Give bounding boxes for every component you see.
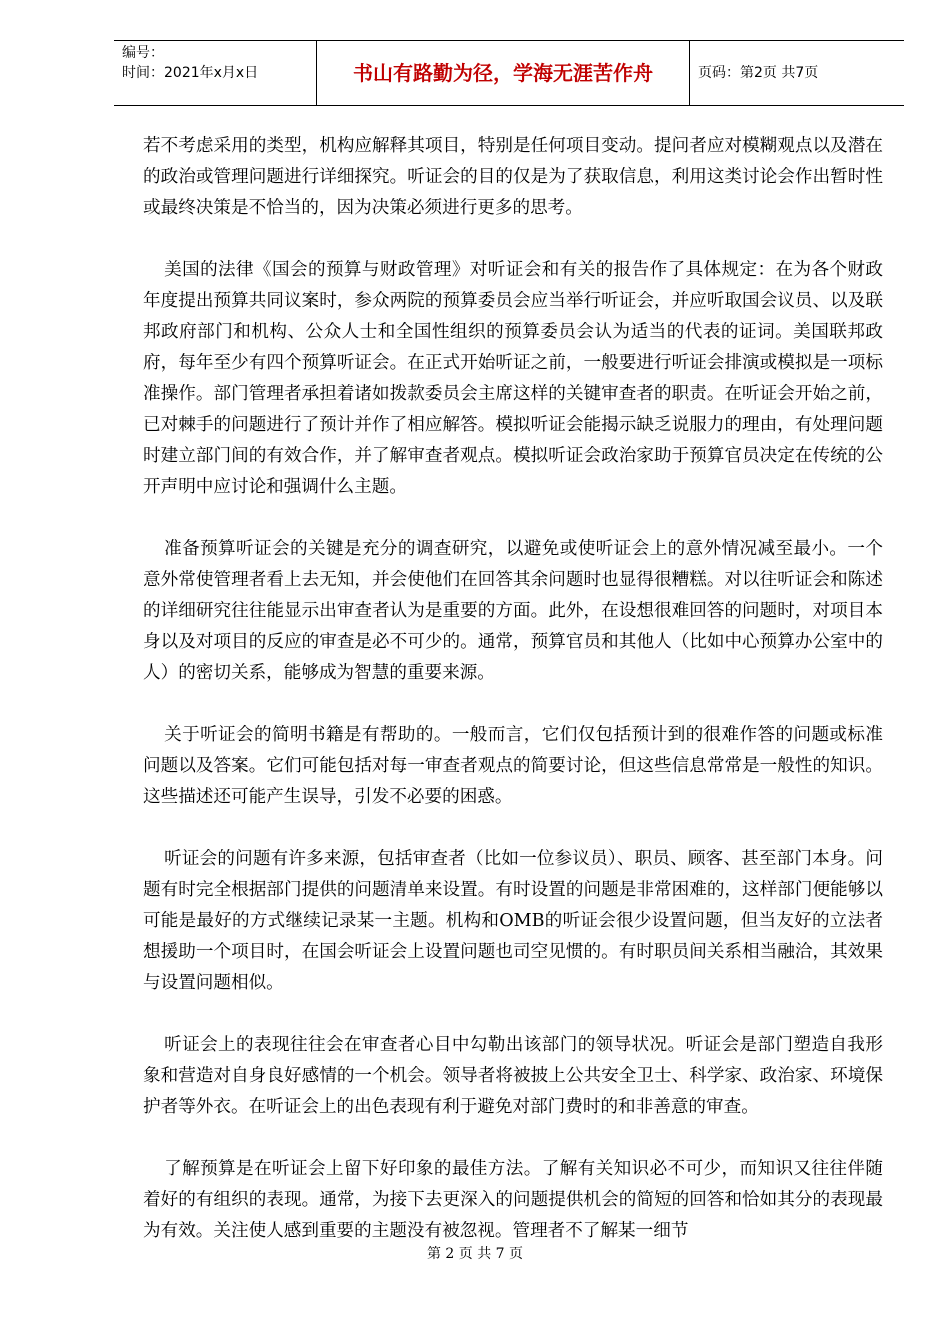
paragraph: 准备预算听证会的关键是充分的调查研究，以避免或使听证会上的意外情况减至最小。一个意外常使管理者看上去无知，并会使他们在回答其余问题时也显得很糟糕。对以往听证会和陈述的详细研究往往能显示出审查者认为是重要的方面。此外，在设想很难回答的问题时，对项目本身以及对项目的反应的审查是必不可少的。通常，预算官员和其他人（比如中心预算办公室中的人）的密切关系，能够成为智慧的重要来源。 [143, 539, 883, 683]
paragraph: 关于听证会的简明书籍是有帮助的。一般而言，它们仅包括预计到的很难作答的问题或标准问题以及答案。它们可能包括对每一审查者观点的简要讨论，但这些信息常常是一般性的知识。这些描述还可能产生误导，引发不必要的困惑。 [143, 725, 883, 807]
header-motto: 书山有路勤为径，学海无涯苦作舟 [316, 41, 690, 105]
page-header [114, 40, 904, 106]
document-body [143, 131, 883, 1278]
header-page-info: 页码：第2页 共7页 [698, 65, 819, 81]
paragraph: 了解预算是在听证会上留下好印象的最佳方法。了解有关知识必不可少，而知识又往往伴随着好的有组织的表现。通常，为接下去更深入的问题提供机会的简短的回答和恰如其分的表现最为有效。关注使人感到重要的主题没有被忽视。管理者不了解某一细节 [143, 1159, 883, 1241]
document-time-label: 时间：2021年x月x日 [122, 65, 259, 81]
document-number-label: 编号： [122, 45, 164, 61]
paragraph: 听证会上的表现往往会在审查者心目中勾勒出该部门的领导状况。听证会是部门塑造自我形象和营造对自身良好感情的一个机会。领导者将被披上公共安全卫士、科学家、政治家、环境保护者等外衣。在听证会上的出色表现有利于避免对部门费时的和非善意的审查。 [143, 1035, 883, 1117]
paragraph: 若不考虑采用的类型，机构应解释其项目，特别是任何项目变动。提问者应对模糊观点以及潜在的政治或管理问题进行详细探究。听证会的目的仅是为了获取信息，利用这类讨论会作出暂时性或最终决策是不恰当的，因为决策必须进行更多的思考。 [143, 136, 883, 218]
paragraph: 美国的法律《国会的预算与财政管理》对听证会和有关的报告作了具体规定：在为各个财政年度提出预算共同议案时，参众两院的预算委员会应当举行听证会，并应听取国会议员、以及联邦政府部门和机构、公众人士和全国性组织的预算委员会认为适当的代表的证词。美国联邦政府，每年至少有四个预算听证会。在正式开始听证之前，一般要进行听证会排演或模拟是一项标准操作。部门管理者承担着诸如拨款委员会主席这样的关键审查者的职责。在听证会开始之前，已对棘手的问题进行了预计并作了相应解答。模拟听证会能揭示缺乏说服力的理由，有处理问题时建立部门间的有效合作，并了解审查者观点。模拟听证会政治家助于预算官员决定在传统的公开声明中应讨论和强调什么主题。 [143, 260, 883, 497]
paragraph: 听证会的问题有许多来源，包括审查者（比如一位参议员）、职员、顾客、甚至部门本身。问题有时完全根据部门提供的问题清单来设置。有时设置的问题是非常困难的，这样部门便能够以可能是最好的方式继续记录某一主题。机构和OMB的听证会很少设置问题，但当友好的立法者想援助一个项目时，在国会听证会上设置问题也司空见惯的。有时职员间关系相当融洽，其效果与设置问题相似。 [143, 849, 883, 993]
header-meta [114, 41, 316, 105]
page-footer: 第 2 页 共 7 页 [426, 1246, 524, 1262]
